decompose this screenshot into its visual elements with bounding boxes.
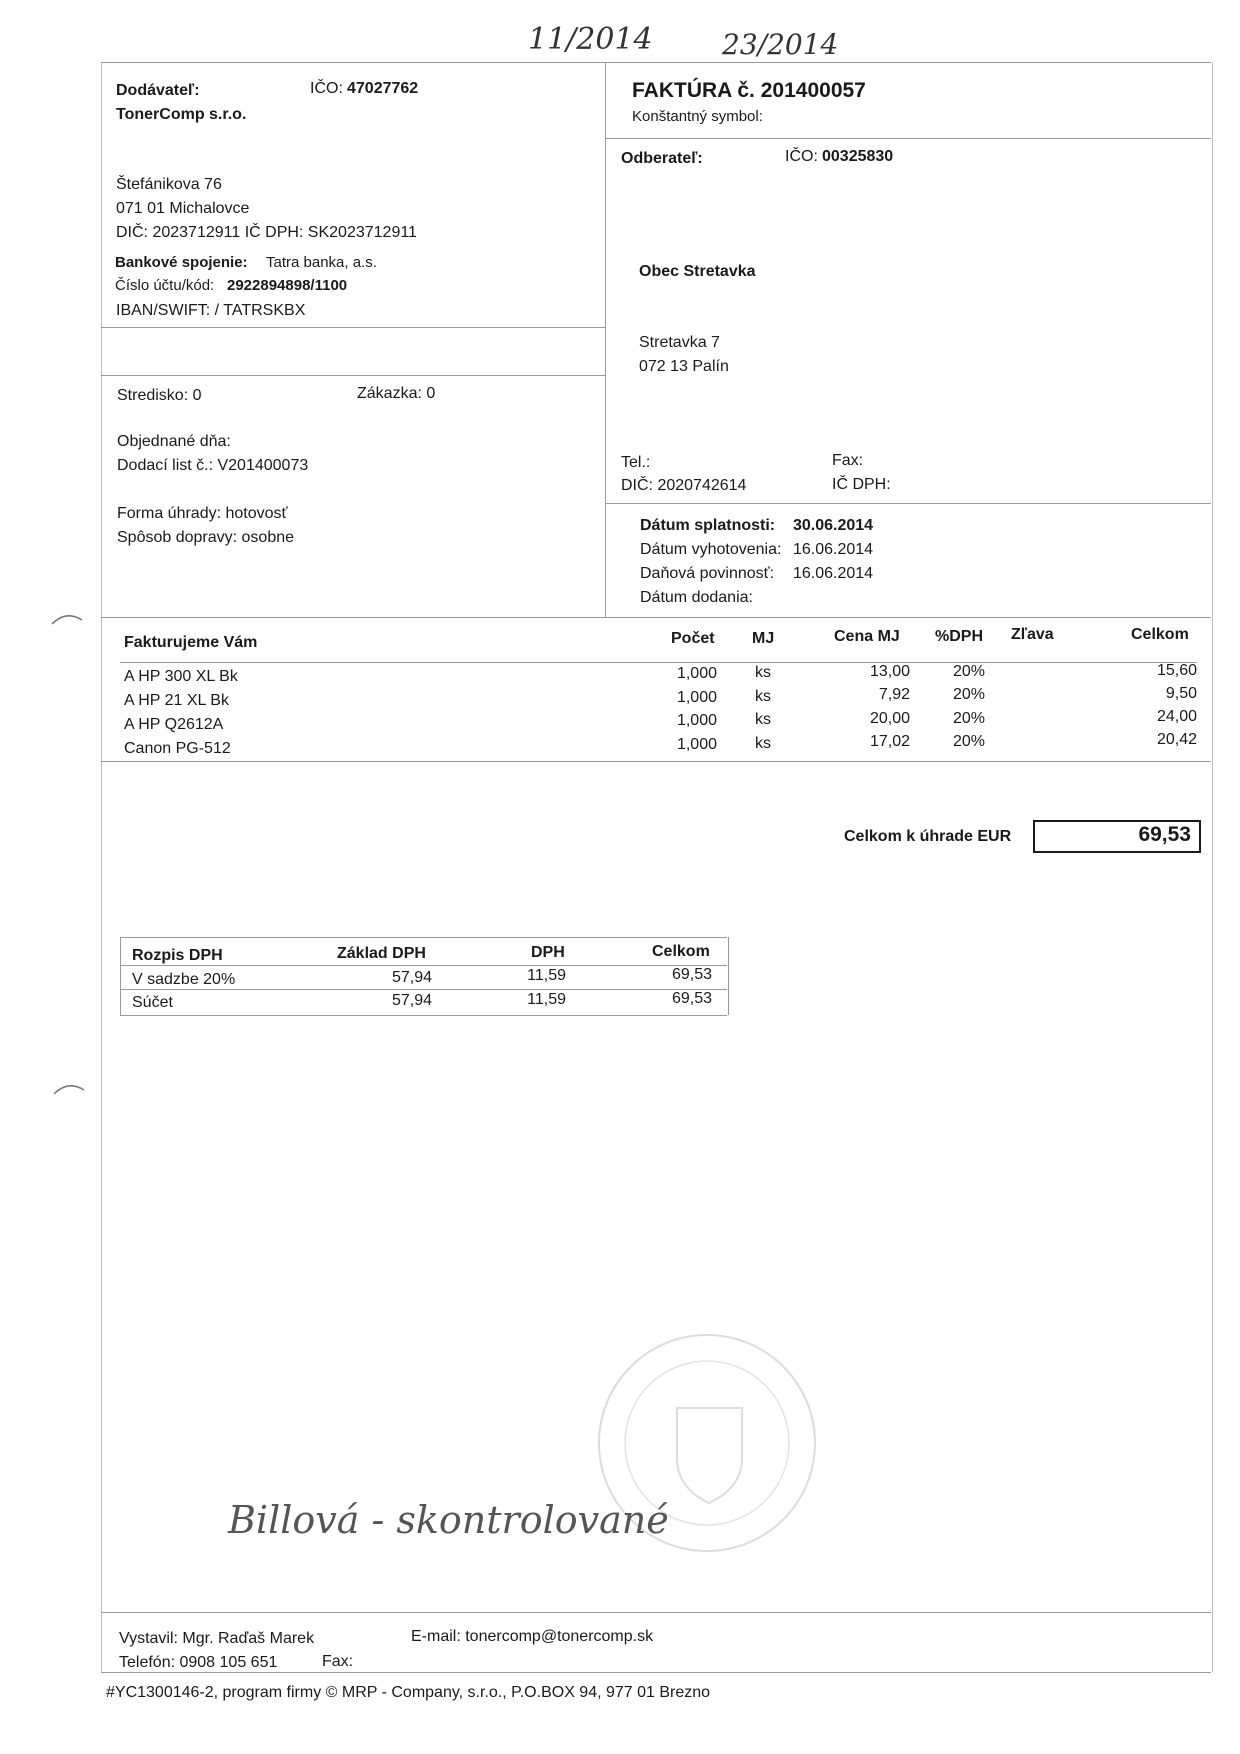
row-qty: 1,000 — [676, 736, 717, 753]
supplier-ico-label: IČO: — [310, 80, 343, 97]
supplier-rule — [101, 327, 605, 328]
handwritten-note-left: 11/2014 — [528, 22, 653, 57]
row-qty: 1,000 — [676, 689, 717, 706]
vat-summary-top-rule — [120, 937, 727, 938]
grand-total-label: Celkom k úhrade EUR — [844, 828, 1012, 845]
vat-header-total: Celkom — [652, 943, 710, 960]
vat-summary-bottom-rule — [120, 1015, 727, 1016]
items-top-rule — [101, 617, 1211, 618]
row-desc: Canon PG-512 — [124, 740, 231, 757]
vat-row-total: 69,53 — [671, 966, 712, 983]
col-unit-header: MJ — [752, 630, 775, 647]
supplier-zip-city: 071 01 Michalovce — [116, 200, 250, 217]
zakazka: Zákazka: 0 — [357, 385, 436, 402]
footer-bottom-rule — [101, 1672, 1211, 1673]
row-qty: 1,000 — [676, 665, 717, 682]
customer-tel: Tel.: — [621, 454, 651, 471]
row-vat: 20% — [953, 710, 986, 727]
punch-mark-lower — [52, 1082, 86, 1096]
sposob-dopravy: Spôsob dopravy: osobne — [117, 529, 295, 546]
row-price: 20,00 — [869, 710, 910, 727]
vat-summary-mid-rule — [120, 989, 727, 990]
vat-row-vat: 11,59 — [527, 991, 566, 1008]
vat-header-vat: DPH — [531, 944, 565, 961]
vat-row-name: V sadzbe 20% — [132, 971, 236, 988]
vat-header-name: Rozpis DPH — [132, 947, 223, 964]
supplier-ico-value: 47027762 — [347, 80, 419, 97]
col-vat-header: %DPH — [935, 628, 984, 645]
row-unit: ks — [755, 664, 771, 681]
forma-uhrady: Forma úhrady: hotovosť — [117, 505, 288, 522]
account-label: Číslo účtu/kód: — [115, 277, 215, 294]
items-bottom-rule — [101, 761, 1211, 762]
row-price: 7,92 — [878, 686, 910, 703]
row-unit: ks — [755, 735, 771, 752]
dodanie-label: Dátum dodania: — [640, 589, 753, 606]
customer-label: Odberateľ: — [621, 150, 703, 167]
col-discount-header: Zľava — [1011, 626, 1054, 643]
invoice-number: 201400057 — [760, 79, 866, 102]
row-vat: 20% — [953, 686, 986, 703]
vyhotovenie-value: 16.06.2014 — [793, 541, 874, 558]
header-divider — [605, 62, 606, 617]
row-desc: A HP Q2612A — [124, 716, 224, 733]
supplier-name: TonerComp s.r.o. — [116, 106, 247, 123]
objednane: Objednané dňa: — [117, 433, 231, 450]
col-price-header: Cena MJ — [834, 628, 900, 645]
iban-line: IBAN/SWIFT: / TATRSKBX — [116, 302, 306, 319]
vat-summary-header-rule — [120, 965, 727, 966]
customer-ico-value: 00325830 — [822, 148, 894, 165]
issuer-phone: Telefón: 0908 105 651 — [119, 1654, 278, 1671]
dodaci-list: Dodací list č.: V201400073 — [117, 457, 309, 474]
invoice-box-rule — [605, 138, 1211, 139]
stredisko-rule — [101, 375, 605, 376]
row-vat: 20% — [953, 663, 986, 680]
row-total: 20,42 — [1156, 731, 1197, 748]
row-qty: 1,000 — [676, 712, 717, 729]
row-desc: A HP 21 XL Bk — [124, 692, 229, 709]
bank-label: Bankové spojenie: — [115, 254, 248, 271]
row-unit: ks — [755, 688, 771, 705]
vyhotovenie-label: Dátum vyhotovenia: — [640, 541, 782, 558]
dates-rule — [605, 503, 1211, 504]
footer-top-rule — [101, 1612, 1211, 1613]
supplier-dic-line: DIČ: 2023712911 IČ DPH: SK2023712911 — [116, 224, 417, 241]
account-value: 2922894898/1100 — [227, 277, 348, 294]
vat-row-base: 57,94 — [391, 992, 432, 1009]
constant-symbol: Konštantný symbol: — [632, 108, 763, 125]
row-total: 15,60 — [1156, 662, 1197, 679]
items-header-rule — [120, 662, 1197, 663]
bank-value: Tatra banka, a.s. — [266, 254, 377, 271]
invoice-title-prefix: FAKTÚRA č. — [632, 79, 755, 102]
issuer-fax: Fax: — [322, 1653, 354, 1670]
splatnost-value: 30.06.2014 — [793, 517, 874, 534]
vat-row-base: 57,94 — [391, 969, 432, 986]
col-qty-header: Počet — [671, 630, 715, 647]
vat-header-base: Základ DPH — [337, 945, 426, 962]
supplier-street: Štefánikova 76 — [116, 176, 222, 193]
splatnost-label: Dátum splatnosti: — [640, 517, 776, 534]
top-rule — [101, 62, 1211, 63]
vat-row-name: Súčet — [132, 994, 173, 1011]
col-desc-header: Fakturujeme Vám — [124, 634, 258, 651]
customer-street: Stretavka 7 — [639, 334, 720, 351]
stredisko: Stredisko: 0 — [117, 387, 202, 404]
danova-label: Daňová povinnosť: — [640, 565, 775, 582]
grand-total-value: 69,53 — [1138, 823, 1191, 846]
program-line: #YC1300146-2, program firmy © MRP - Company, s.r.o., P.O.BOX 94, 977 01 Brezno — [106, 1684, 711, 1701]
customer-zip-city: 072 13 Palín — [639, 358, 729, 375]
customer-name: Obec Stretavka — [639, 263, 756, 280]
punch-mark-upper — [50, 612, 84, 626]
customer-icdph: IČ DPH: — [832, 476, 891, 493]
row-unit: ks — [755, 711, 771, 728]
row-vat: 20% — [953, 733, 986, 750]
row-price: 17,02 — [869, 733, 910, 750]
handwritten-signature: Billová - skontrolované — [228, 1498, 669, 1542]
row-total: 24,00 — [1156, 708, 1197, 725]
row-total: 9,50 — [1165, 685, 1197, 702]
row-price: 13,00 — [869, 663, 910, 680]
issued-by: Vystavil: Mgr. Raďaš Marek — [119, 1630, 315, 1647]
handwritten-note-right: 23/2014 — [722, 28, 839, 61]
danova-value: 16.06.2014 — [793, 565, 874, 582]
customer-ico-label: IČO: — [785, 148, 818, 165]
supplier-label: Dodávateľ: — [116, 82, 200, 99]
customer-fax: Fax: — [832, 452, 864, 469]
vat-row-total: 69,53 — [671, 990, 712, 1007]
vat-row-vat: 11,59 — [527, 967, 566, 984]
issuer-email: E-mail: tonercomp@tonercomp.sk — [411, 1628, 654, 1645]
row-desc: A HP 300 XL Bk — [124, 668, 238, 685]
col-total-header: Celkom — [1131, 626, 1189, 643]
invoice-title — [632, 79, 866, 103]
customer-dic: DIČ: 2020742614 — [621, 477, 747, 494]
